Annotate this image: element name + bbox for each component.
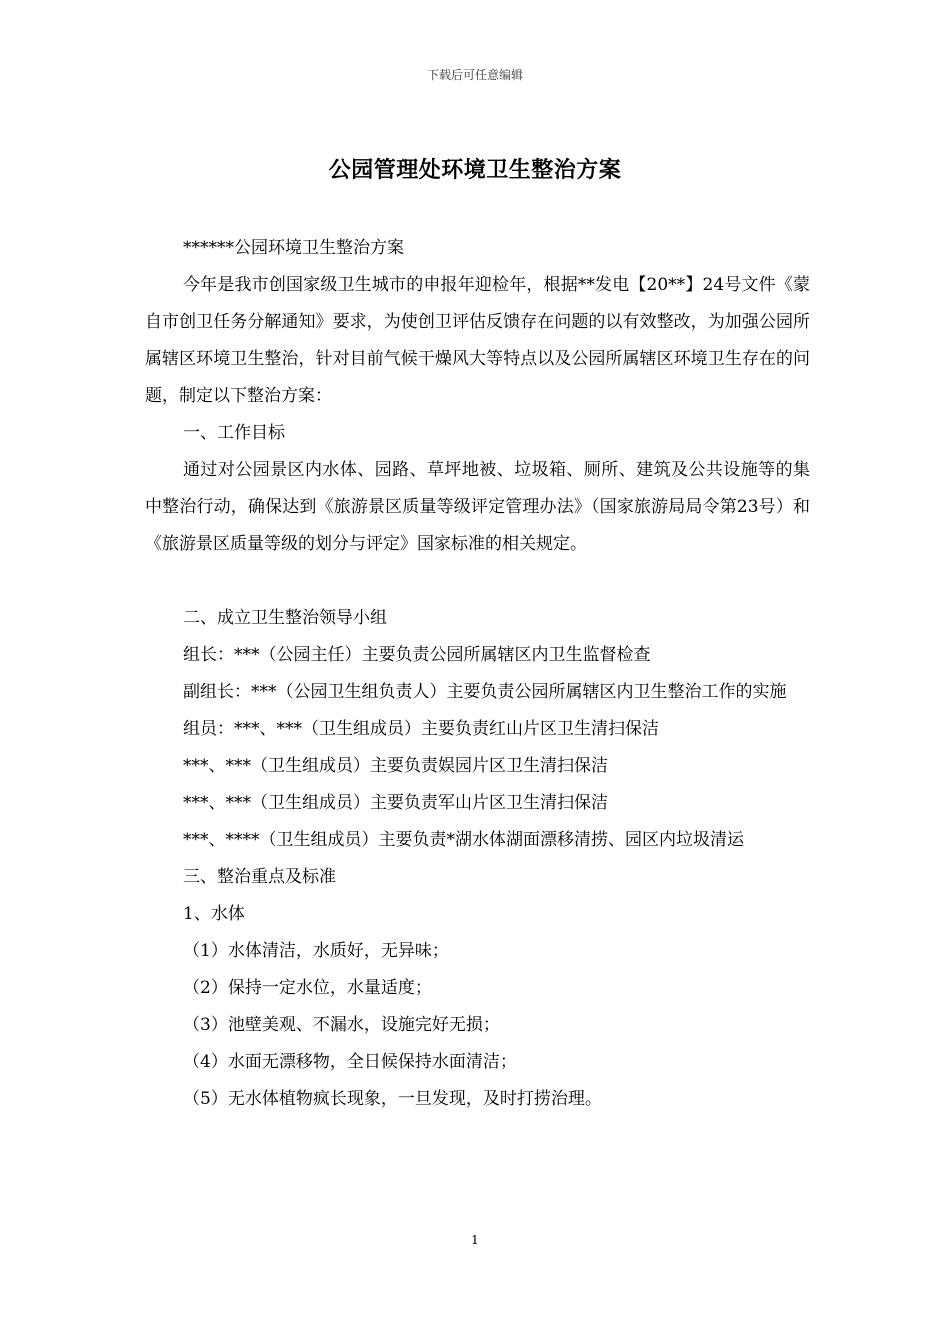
section-heading-group: 二、成立卫生整治领导小组 [183,608,387,628]
standard-item: （2）保持一定水位，水量适度； [183,978,432,998]
standard-item: （1）水体清洁，水质好，无异味； [183,941,449,961]
group-leader-paragraph: 组长：***（公园主任）主要负责公园所属辖区内卫生监督检查 [183,645,651,665]
page-number: 1 [471,1233,479,1247]
subsection-heading-water: 1、水体 [183,904,245,924]
group-member-paragraph: ***、****（卫生组成员）主要负责*湖水体湖面漂移清捞、园区内垃圾清运 [183,830,744,850]
group-member-paragraph: 组员：***、***（卫生组成员）主要负责红山片区卫生清扫保洁 [183,719,659,739]
document-body [145,230,810,1118]
intro-paragraph: 今年是我市创国家级卫生城市的申报年迎检年，根据**发电【20**】24号文件《蒙自市创卫任务分解通知》要求，为使创卫评估反馈存在问题的以有效整改，为加强公园所属辖区环境卫生整治，针对目前气候干燥风大等特点以及公园所属辖区环境卫生存在的问题，制定以下整治方案： [145,275,810,406]
blank-line [145,563,810,600]
section-heading-goals: 一、工作目标 [183,423,285,443]
page-header-note: 下载后可任意编辑 [426,68,523,82]
standard-item: （5）无水体植物疯长现象，一旦发现，及时打捞治理。 [183,1089,602,1109]
group-member-paragraph: ***、***（卫生组成员）主要负责军山片区卫生清扫保洁 [183,793,608,813]
standard-item: （4）水面无漂移物，全日候保持水面清洁； [183,1052,517,1072]
section-heading-standards: 三、整治重点及标准 [183,867,336,887]
group-deputy-paragraph: 副组长：***（公园卫生组负责人）主要负责公园所属辖区内卫生整治工作的实施 [183,682,787,702]
group-member-paragraph: ***、***（卫生组成员）主要负责娱园片区卫生清扫保洁 [183,756,608,776]
standard-item: （3）池壁美观、不漏水，设施完好无损； [183,1015,500,1035]
subtitle-paragraph: ******公园环境卫生整治方案 [183,238,404,258]
goals-paragraph: 通过对公园景区内水体、园路、草坪地被、垃圾箱、厕所、建筑及公共设施等的集中整治行动，确保达到《旅游景区质量等级评定管理办法》（国家旅游局局令第23号）和《旅游景区质量等级的划分与评定》国家标准的相关规定。 [145,460,810,554]
document-title: 公园管理处环境卫生整治方案 [328,157,622,183]
